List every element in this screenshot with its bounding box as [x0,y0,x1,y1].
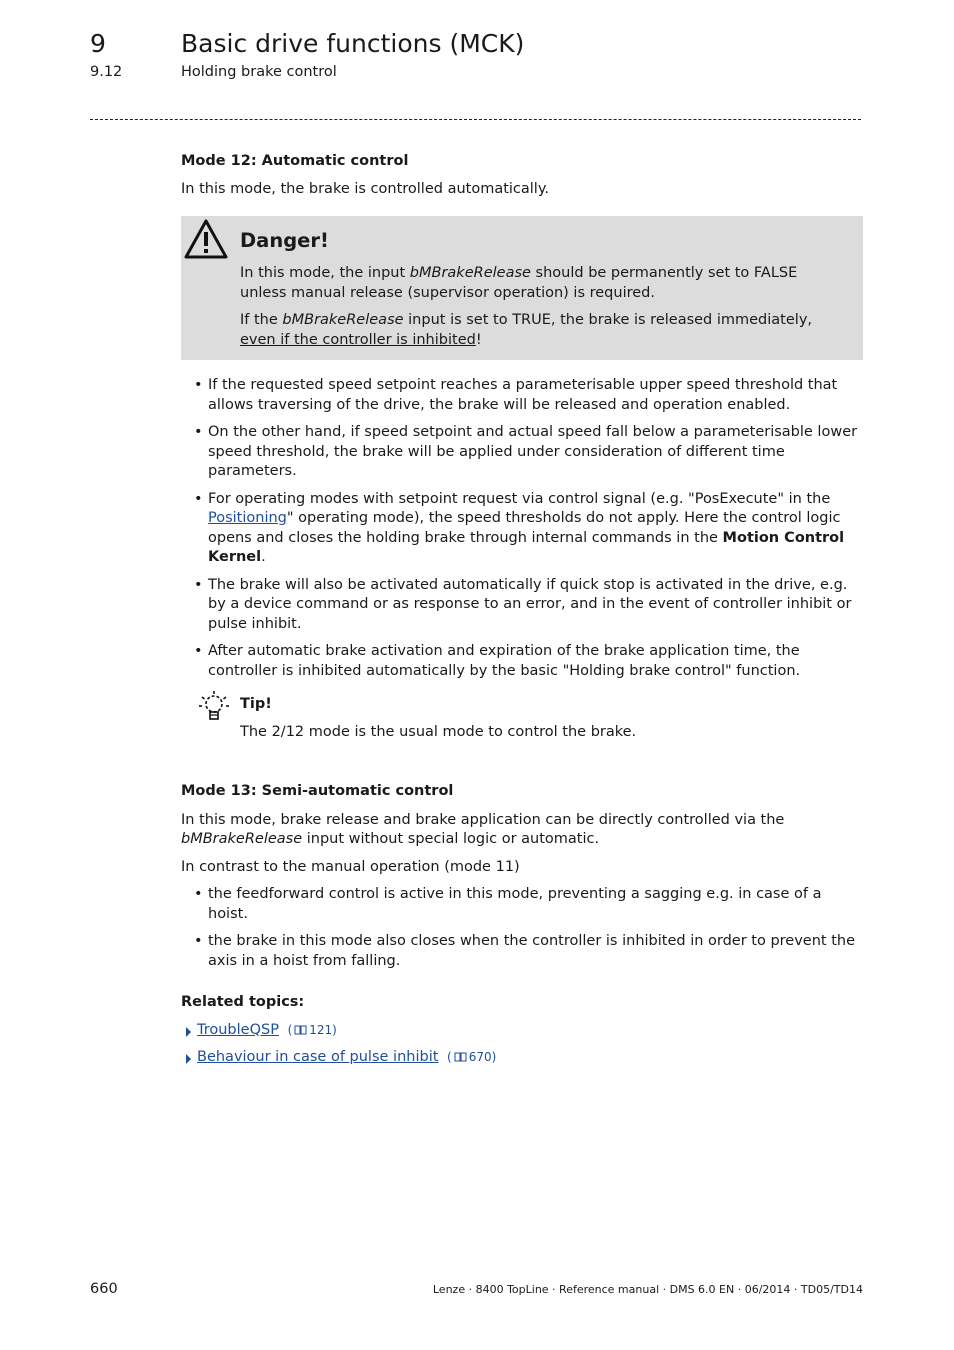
list-item-text: the feedforward control is active in this mode, preventing a sagging e.g. in case of a hoist. [208,886,822,922]
section-number: 9.12 [90,64,123,80]
signal-name: bMBrakeRelease [282,312,404,328]
footer-text: Lenze · 8400 TopLine · Reference manual · DMS 6.0 EN · 06/2014 · TD05/TD14 [432,1283,863,1296]
tip-title: Tip! [240,696,272,712]
bullet: • [194,886,203,902]
text-run: should be permanently set to FALSE unless manual release (supervisor operation) is required. [240,265,798,301]
emphasis-underlined: even if the controller is inhibited [240,331,476,348]
text-run: In this mode, the input [240,265,410,281]
page-number-ref: 670 [468,1050,492,1064]
list-item-text: On the other hand, if speed setpoint and actual speed fall below a parameterisable lower speed threshold, the brake will be applied under consideration of different time parameters. [208,424,858,479]
book-icon [454,1052,467,1062]
mode13-bullet-list [181,885,863,971]
tip-text: The 2/12 mode is the usual mode to control the brake. [240,723,637,740]
paren: ) [332,1022,337,1037]
paren: ) [491,1050,497,1064]
list-item-text: " operating mode), the speed thresholds do not apply. Here the control logic opens and closes the holding brake through internal commands in the [208,510,841,546]
troubleqsp-link[interactable]: TroubleQSP [197,1021,279,1038]
bullet: • [194,643,203,659]
list-item [181,576,863,635]
positioning-link[interactable]: Positioning [208,510,287,526]
signal-name: bMBrakeRelease [181,831,303,847]
danger-paragraph-2 [240,311,845,350]
list-item-text: the brake in this mode also closes when the controller is inhibited in order to prevent the axis in a hoist from falling. [208,933,856,969]
tip-box [181,695,863,742]
book-icon [294,1025,307,1035]
bullet: • [194,424,203,440]
page-number-ref: 121 [309,1022,333,1037]
danger-box [181,216,863,360]
text-run: input is set to TRUE, the brake is released immediately, [403,312,813,328]
list-item-text: If the requested speed setpoint reaches a parameterisable upper speed threshold that allows traversing of the drive, the brake will be released and operation enabled. [208,377,838,413]
page-number: 660 [90,1281,118,1297]
arrow-right-icon [186,1027,191,1037]
list-item-text: For operating modes with setpoint request via control signal (e.g. "PosExecute" in the [208,490,831,507]
chapter-title: Basic drive functions (MCK) [181,29,525,58]
list-item-text: . [261,549,266,565]
list-item [181,885,863,924]
text-run: input without special logic or automatic. [302,831,600,847]
warning-triangle-icon [184,219,228,259]
chapter-number: 9 [90,29,106,58]
list-item [181,423,863,482]
bullet: • [194,377,203,393]
paren: ( [287,1022,293,1037]
bullet: • [194,490,203,507]
mode13-heading: Mode 13: Semi-automatic control [181,783,454,799]
list-item-text: The brake will also be activated automatically if quick stop is activated in the drive, e.g. by a device command or as response to an error, and in the event of controller inhibit or pulse inhibit. [208,576,852,632]
danger-title: Danger! [240,229,329,252]
header-divider [90,119,861,120]
section-title: Holding brake control [181,64,337,80]
bullet: • [194,576,203,593]
related-topics-heading: Related topics: [181,994,305,1010]
bold-term: Motion Control Kernel [208,529,845,565]
related-link-troubleqsp[interactable] [181,1021,863,1041]
arrow-right-icon [186,1054,191,1064]
lightbulb-icon [196,689,232,725]
pulse-inhibit-link[interactable]: Behaviour in case of pulse inhibit [197,1049,439,1065]
mode12-bullet-list [181,376,863,681]
text-run: ! [475,331,482,348]
mode13-paragraph-2: In contrast to the manual operation (mode 11) [181,858,520,875]
mode13-paragraph-1 [181,811,863,850]
mode12-heading: Mode 12: Automatic control [181,153,409,169]
danger-paragraph-1 [240,264,845,303]
page-reference[interactable] [447,1050,496,1064]
bullet: • [194,933,203,949]
page-content [181,152,863,1076]
related-link-pulse-inhibit[interactable] [181,1048,863,1068]
list-item [181,376,863,415]
mode12-intro: In this mode, the brake is controlled automatically. [181,180,549,197]
text-run: In this mode, brake release and brake application can be directly controlled via the [181,811,785,828]
list-item-text: After automatic brake activation and expiration of the brake application time, the controller is inhibited automatically by the basic "Holding brake control" function. [208,643,801,679]
paren: ( [447,1050,452,1064]
page-reference[interactable] [288,1023,337,1037]
list-item [181,932,863,971]
list-item [181,490,863,568]
signal-name: bMBrakeRelease [409,265,531,281]
text-run: If the [240,312,283,328]
list-item [181,642,863,681]
